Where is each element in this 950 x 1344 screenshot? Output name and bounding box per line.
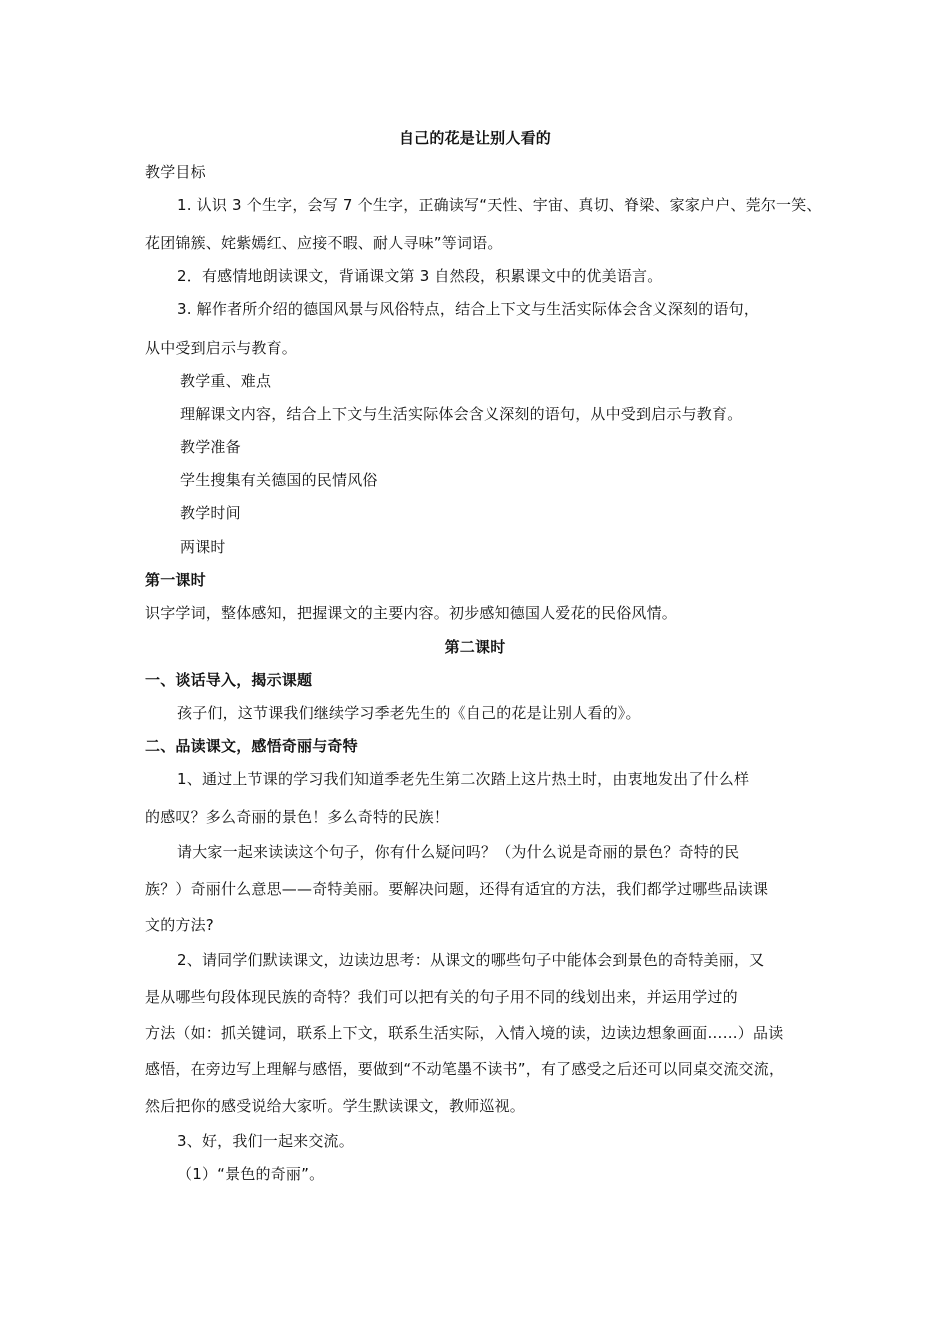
preparation-heading: 教学准备 <box>180 438 241 456</box>
section-2-p2-line-3: 文的方法? <box>145 916 214 934</box>
section-2-p1-line-2: 的感叹？多么奇丽的景色！多么奇特的民族！ <box>145 808 450 826</box>
section-2-p1-line-1: 1、通过上节课的学习我们知道季老先生第二次踏上这片热土时，由衷地发出了什么样 <box>177 770 750 788</box>
section-2-p2-line-1: 请大家一起来读读这个句子，你有什么疑问吗？（为什么说是奇丽的景色？奇特的民 <box>177 843 740 861</box>
section-2-p3-line-5: 然后把你的感受说给大家听。学生默读课文，教师巡视。 <box>145 1097 526 1115</box>
lesson-2-heading: 第二课时 <box>444 638 506 656</box>
goal-1-line-2: 花团锦簇、姹紫嫣红、应接不暇、耐人寻味”等词语。 <box>145 234 503 252</box>
section-1-text: 孩子们，这节课我们继续学习季老先生的《自己的花是让别人看的》。 <box>177 704 641 722</box>
key-points-text: 理解课文内容，结合上下文与生活实际体会含义深刻的语句，从中受到启示与教育。 <box>180 405 743 423</box>
lesson-1-heading: 第一课时 <box>145 571 206 589</box>
section-1-heading: 一、谈话导入，揭示课题 <box>145 671 313 689</box>
section-2-p3-line-1: 2、请同学们默读课文，边读边思考：从课文的哪些句子中能体会到景色的奇特美丽，又 <box>177 951 765 969</box>
section-2-p3-line-3: 方法（如：抓关键词，联系上下文，联系生活实际，入情入境的读，边读边想象画面……）品读 <box>145 1024 784 1042</box>
document-title: 自己的花是让别人看的 <box>398 129 551 147</box>
section-2-p2-line-2: 族？）奇丽什么意思——奇特美丽。要解决问题，还得有适宜的方法，我们都学过哪些品读课 <box>145 880 769 898</box>
section-2-p4: 3、好，我们一起来交流。 <box>177 1132 354 1150</box>
section-2-p5: （1）“景色的奇丽”。 <box>177 1165 325 1183</box>
preparation-text: 学生搜集有关德国的民情风俗 <box>180 471 378 489</box>
section-2-p3-line-2: 是从哪些句段体现民族的奇特？我们可以把有关的句子用不同的线划出来，并运用学过的 <box>145 988 738 1006</box>
section-2-p3-line-4: 感悟，在旁边写上理解与感悟，要做到“不动笔墨不读书”，有了感受之后还可以同桌交流交流， <box>145 1060 785 1078</box>
goal-3-line-2: 从中受到启示与教育。 <box>145 339 298 357</box>
section-2-heading: 二、品读课文，感悟奇丽与奇特 <box>145 737 358 755</box>
goal-3-line-1: 3. 解作者所介绍的德国风景与风俗特点，结合上下文与生活实际体会含义深刻的语句， <box>177 300 760 318</box>
time-text: 两课时 <box>180 538 226 556</box>
key-points-heading: 教学重、难点 <box>180 372 272 390</box>
goal-2: 2．有感情地朗读课文，背诵课文第 3 自然段，积累课文中的优美语言。 <box>177 267 663 285</box>
time-heading: 教学时间 <box>180 504 241 522</box>
goal-1-line-1: 1. 认识 3 个生字，会写 7 个生字，正确读写“天性、宇宙、真切、脊梁、家家户户、莞尔一笑、 <box>177 196 822 214</box>
lesson-1-text: 识字学词，整体感知，把握课文的主要内容。初步感知德国人爱花的民俗风情。 <box>145 604 678 622</box>
goals-heading: 教学目标 <box>145 163 206 181</box>
